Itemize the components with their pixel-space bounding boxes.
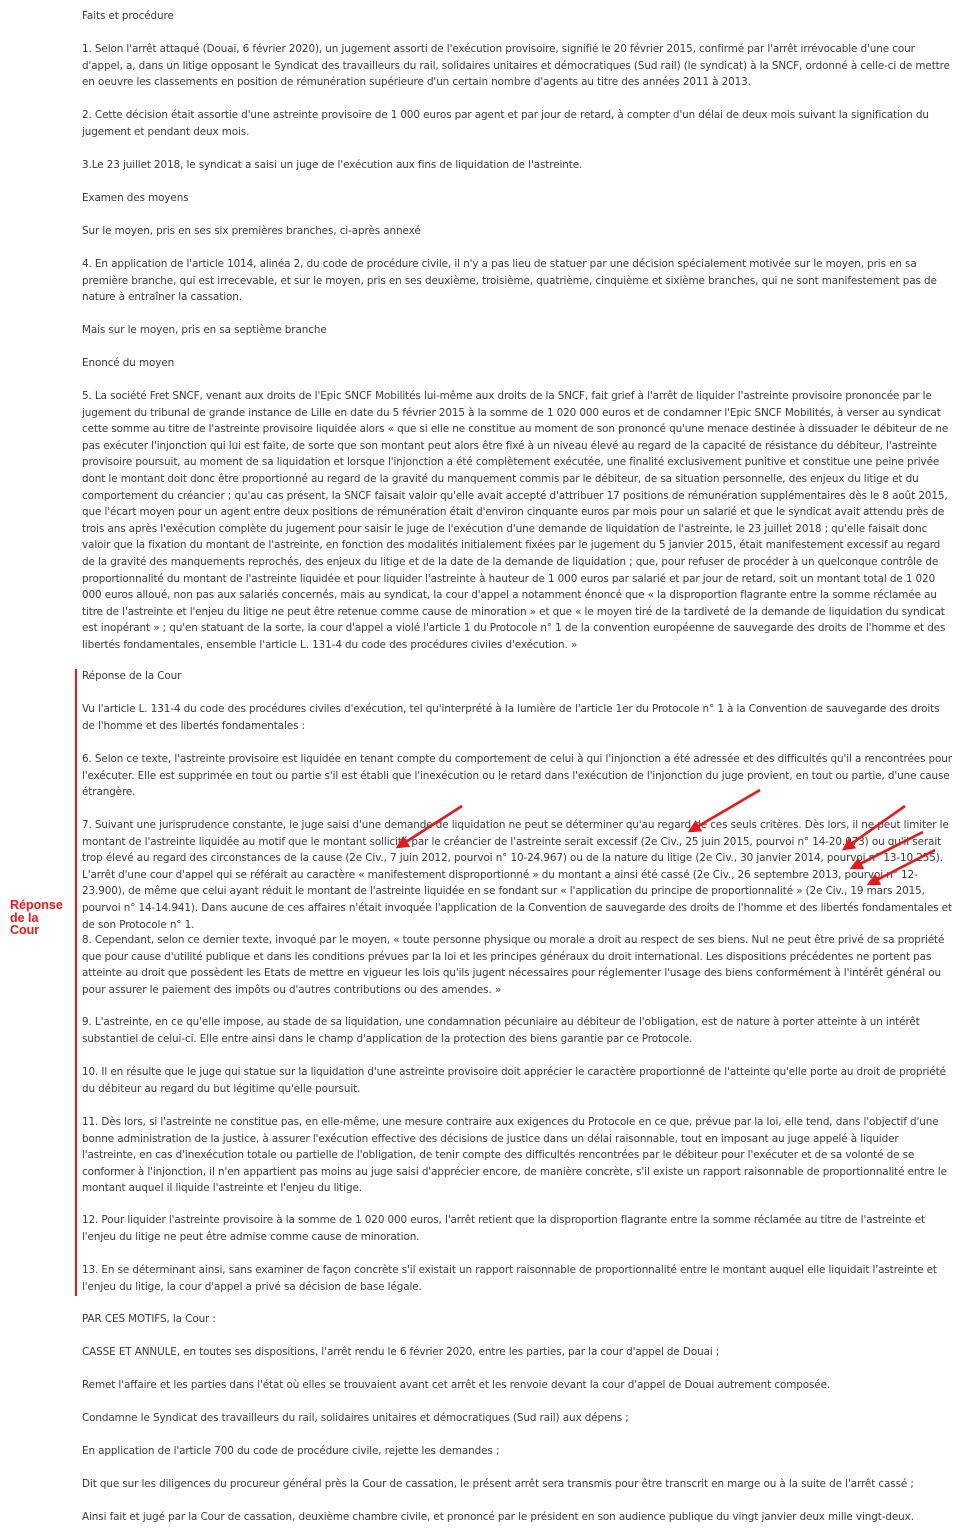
paragraph-3: 3.Le 23 juillet 2018, le syndicat a saisi un juge de l'exécution aux fins de liquidation de l'astreinte. xyxy=(82,159,583,171)
heading-septieme-branche: Mais sur le moyen, pris en sa septième branche xyxy=(82,324,327,336)
paragraph-vu: Vu l'article L. 131-4 du code des procédures civiles d'exécution, tel qu'interprété à la lumière de l'article 1er du Protocole n° 1 à la Convention de sauvegarde des droits de l'homme et des libertés fondamentales : xyxy=(82,703,940,732)
heading-faits: Faits et procédure xyxy=(82,10,174,22)
paragraph-7: 7. Suivant une jurisprudence constante, le juge saisi d'une demande de liquidation ne peut se déterminer qu'au regard de ces seuls critères. Dès lors, il ne peut limiter le montant de l'astreinte liquidée au motif que le montant sollicité par le créancier de l'astreinte serait excessif (2e Civ., 25 juin 2015, pourvoi n° 14-20.073) ou qu'il serait trop élevé au regard des circonstances de la cause (2e Civ., 7 juin 2012, pourvoi n° 10-24.967) ou de la nature du litige (2e Civ., 30 janvier 2014, pourvoi n° 13-10.255). L'arrêt d'une cour d'appel qui se référait au caractère « manifestement disproportionné » du montant a ainsi été cassé (2e Civ., 26 septembre 2013, pourvoi n° 12-23.900), de même que celui ayant réduit le montant de l'astreinte liquidée en se fondant sur « l'application du principe de proportionnalité » (2e Civ., 19 mars 2015, pourvoi n° 14-14.941). Dans aucune de ces affaires n'était invoquée l'application de la Convention de sauvegarde des droits de l'homme et des libertés fondamentales et de son Protocole n° 1. xyxy=(82,819,952,931)
paragraph-9: 9. L'astreinte, en ce qu'elle impose, au stade de sa liquidation, une condamnation pécuniaire au débiteur de l'obligation, est de nature à porter atteinte à un intérêt substantiel de celui-ci. Elle entre ainsi dans le champ d'application de la protection des biens garantie par ce Protocole. xyxy=(82,1016,920,1045)
heading-enonce: Enoncé du moyen xyxy=(82,357,175,369)
paragraph-remet: Remet l'affaire et les parties dans l'état où elles se trouvaient avant cet arrêt et les renvoie devant la cour d'appel de Douai autrement composée. xyxy=(82,1379,831,1391)
annotation-bracket xyxy=(75,669,77,1296)
paragraph-casse: CASSE ET ANNULE, en toutes ses dispositions, l'arrêt rendu le 6 février 2020, entre les parties, par la cour d'appel de Douai ; xyxy=(82,1346,720,1358)
paragraph-4: 4. En application de l'article 1014, alinéa 2, du code de procédure civile, il n'y a pas lieu de statuer par une décision spécialement motivée sur le moyen, pris en sa première branche, qui est irrecevable, et sur le moyen, pris en ses deuxième, troisième, quatrième, cinquième et sixième branches, qui ne sont manifestement pas de nature à entraîner la cassation. xyxy=(82,258,937,304)
paragraph-6: 6. Selon ce texte, l'astreinte provisoire est liquidée en tenant compte du comportement de celui à qui l'injonction a été adressée et des difficultés qu'il a rencontrées pour l'exécuter. Elle est supprimée en tout ou partie s'il est établi que l'inexécution ou le retard dans l'exécution de l'injonction du juge provient, en tout ou partie, d'une cause étrangère. xyxy=(82,753,952,799)
paragraph-10: 10. Il en résulte que le juge qui statue sur la liquidation d'une astreinte provisoire doit apprécier le caractère proportionné de l'atteinte qu'elle porte au droit de propriété du débiteur au regard du but légitime qu'elle poursuit. xyxy=(82,1066,946,1095)
paragraph-1: 1. Selon l'arrêt attaqué (Douai, 6 février 2020), un jugement assorti de l'exécution provisoire, signifié le 20 février 2015, confirmé par l'arrêt irrévocable d'une cour d'appel, a, dans un litige opposant le Syndicat des travailleurs du rail, solidaires unitaires et démocratiques (Sud rail) (le syndicat) à la SNCF, ordonné à celle-ci de mettre en oeuvre les classements en position de rémunération supérieure d'un certain nombre d'agents au titre des années 2011 à 2013. xyxy=(82,43,950,89)
paragraph-13: 13. En se déterminant ainsi, sans examiner de façon concrète s'il existait un rapport raisonnable de proportionnalité entre le montant auquel elle liquidait l'astreinte et l'enjeu du litige, la cour d'appel a privé sa décision de base légale. xyxy=(82,1264,937,1293)
heading-examen: Examen des moyens xyxy=(82,192,189,204)
paragraph-2: 2. Cette décision était assortie d'une astreinte provisoire de 1 000 euros par agent et par jour de retard, à compter d'un délai de deux mois suivant la signification du jugement et pendant deux mois. xyxy=(82,109,929,138)
heading-reponse: Réponse de la Cour xyxy=(82,670,182,682)
heading-six-branches: Sur le moyen, pris en ses six premières branches, ci-après annexé xyxy=(82,225,421,237)
paragraph-ainsi: Ainsi fait et jugé par la Cour de cassation, deuxième chambre civile, et prononcé par le président en son audience publique du vingt janvier deux mille vingt-deux. xyxy=(82,1511,914,1523)
paragraph-12: 12. Pour liquider l'astreinte provisoire à la somme de 1 020 000 euros, l'arrêt retient que la disproportion flagrante entre la somme réclamée au titre de l'astreinte et l'enjeu du litige ne peut être admise comme cause de minoration. xyxy=(82,1214,926,1243)
paragraph-condamne: Condamne le Syndicat des travailleurs du rail, solidaires unitaires et démocratiques (Sud rail) aux dépens ; xyxy=(82,1412,629,1424)
paragraph-11: 11. Dès lors, si l'astreinte ne constitue pas, en elle-même, une mesure contraire aux exigences du Protocole en ce que, prévue par la loi, elle tend, dans l'objectif d'une bonne administration de la justice, à assurer l'exécution effective des décisions de justice dans un délai raisonnable, tout en imposant au juge appelé à liquider l'astreinte, en cas d'inexécution totale ou partielle de l'obligation, de tenir compte des difficultés rencontrées par le débiteur pour l'exécuter et de sa volonté de se conformer à l'injonction, il n'en appartient pas moins au juge saisi d'apprécier encore, de manière concrète, s'il existe un rapport raisonnable de proportionnalité entre le montant auquel il liquide l'astreinte et l'enjeu du litige. xyxy=(82,1116,947,1195)
paragraph-dit: Dit que sur les diligences du procureur général près la Cour de cassation, le présent arrêt sera transmis pour être transcrit en marge ou à la suite de l'arrêt cassé ; xyxy=(82,1478,914,1490)
paragraph-8: 8. Cependant, selon ce dernier texte, invoqué par le moyen, « toute personne physique ou morale a droit au respect de ses biens. Nul ne peut être privé de sa propriété que pour cause d'utilité publique et dans les conditions prévues par la loi et les principes généraux du droit international. Les dispositions précédentes ne portent pas atteinte au droit que possèdent les Etats de mettre en vigueur les lois qu'ils jugent nécessaires pour réglementer l'usage des biens conformément à l'intérêt général ou pour assurer le paiement des impôts ou d'autres contributions ou des amendes. » xyxy=(82,934,945,996)
paragraph-article-700: En application de l'article 700 du code de procédure civile, rejette les demandes ; xyxy=(82,1445,500,1457)
paragraph-5: 5. La société Fret SNCF, venant aux droits de l'Epic SNCF Mobilités lui-même aux droits de la SNCF, fait grief à l'arrêt de liquider l'astreinte provisoire prononcée par le jugement du tribunal de grande instance de Lille en date du 5 février 2015 à la somme de 1 020 000 euros et de condamner l'Epic SNCF Mobilités, à verser au syndicat cette somme au titre de l'astreinte provisoire liquidée alors « que si elle ne constitue au moment de son prononcé qu'une menace destinée à dissuader le débiteur de ne pas exécuter l'injonction qui lui est faite, de sorte que son montant peut alors être fixé à un niveau élevé au regard de la capacité de résistance du débiteur, l'astreinte provisoire poursuit, au moment de sa liquidation et lorsque l'injonction a été complètement exécutée, une finalité exclusivement punitive et constitue une peine privée dont le montant doit donc être proportionné au regard de la gravité du manquement commis par le débiteur, de sa situation personnelle, des enjeux du litige et du comportement du créancier ; qu'au cas présent, la SNCF faisait valoir qu'elle avait accepté d'attribuer 17 positions de rémunération supplémentaires dès le 8 août 2015, que l'écart moyen pour un agent entre deux positions de rémunération était d'environ cinquante euros par mois pour un salarié et que le syndicat avait attendu près de trois ans après l'exécution complète du jugement pour saisir le juge de l'exécution d'une demande de liquidation de l'astreinte, le 23 juillet 2018 ; qu'elle faisait donc valoir que la fixation du montant de l'astreinte, en fonction des modalités initialement fixées par le jugement du 5 janvier 2015, était manifestement excessif au regard de la gravité des manquements reprochés, des enjeux du litige et de la date de la demande de liquidation ; que, pour refuser de procéder à un quelconque contrôle de proportionnalité du montant de l'astreinte liquidée et pour liquider l'astreinte à hauteur de 1 000 euros par salarié et par jour de retard, soit un montant total de 1 020 000 euros alloué, non pas aux salariés concernés, mais au syndicat, la cour d'appel a notamment énoncé que « la disproportion flagrante entre la somme réclamée au titre de l'astreinte et l'enjeu du litige ne peut être retenue comme cause de minoration » et que « le moyen tiré de la tardiveté de la demande de liquidation du syndicat est inopérant » ; qu'en statuant de la sorte, la cour d'appel a violé l'article 1 du Protocole n° 1 de la convention européenne de sauvegarde des droits de l'homme et des libertés fondamentales, ensemble l'article L. 131-4 du code des procédures civiles d'exécution. » xyxy=(82,390,949,651)
heading-par-ces-motifs: PAR CES MOTIFS, la Cour : xyxy=(82,1313,216,1325)
annotation-label: Réponse de la Cour xyxy=(10,898,63,937)
